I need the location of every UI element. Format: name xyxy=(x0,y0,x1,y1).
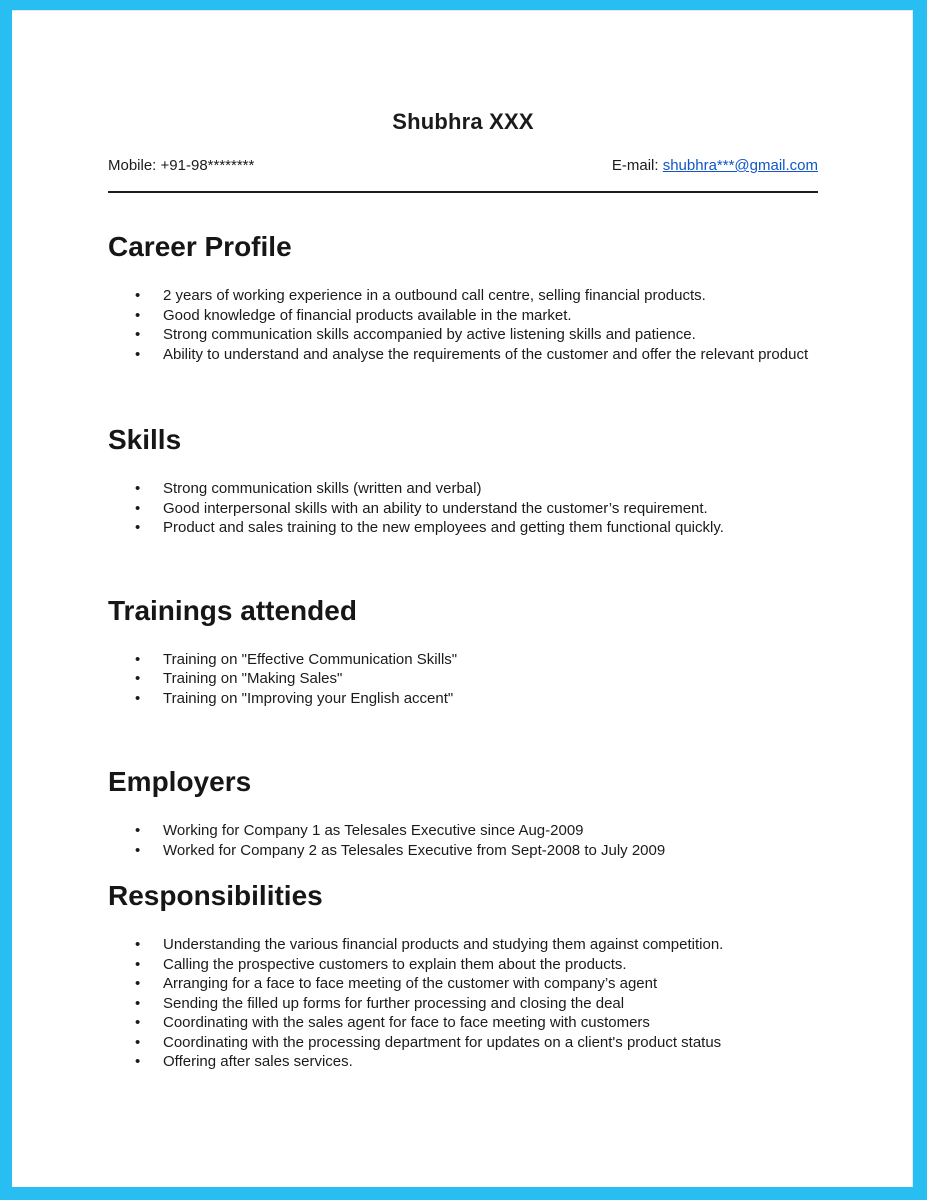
bullet-item xyxy=(135,669,818,689)
bullet-text: Working for Company 1 as Telesales Executive since Aug-2009 xyxy=(163,822,584,839)
bullet-text: Offering after sales services. xyxy=(163,1053,353,1070)
bullet-item xyxy=(135,345,818,365)
bullet-item xyxy=(135,821,818,841)
mobile-contact xyxy=(108,156,254,175)
bullet-text: Coordinating with the processing department for updates on a client's product status xyxy=(163,1033,722,1051)
bullet-list xyxy=(108,286,818,364)
resume-section xyxy=(108,595,818,709)
email-contact xyxy=(612,156,818,175)
resume-page xyxy=(12,10,913,1187)
bullet-list xyxy=(108,821,818,860)
section-title: Career Profile xyxy=(108,231,292,262)
bullet-item xyxy=(135,325,818,345)
email-label: E-mail: xyxy=(611,157,659,174)
bullet-item xyxy=(135,689,818,709)
bullet-text: 2 years of working experience in a outbound call centre, selling financial products. xyxy=(163,287,706,304)
bullet-item xyxy=(135,286,818,306)
contact-row xyxy=(108,156,818,175)
page-title: Shubhra XXX xyxy=(392,109,534,134)
bullet-list xyxy=(108,650,818,709)
bullet-text: Worked for Company 2 as Telesales Executive from Sept-2008 to July 2009 xyxy=(163,841,666,859)
bullet-item xyxy=(135,1013,818,1033)
bullet-text: Calling the prospective customers to explain them about the products. xyxy=(163,955,627,973)
bullet-text: Coordinating with the sales agent for face to face meeting with customers xyxy=(163,1014,650,1031)
email-link[interactable]: shubhra***@gmail.com xyxy=(662,157,818,174)
resume-section xyxy=(108,766,818,860)
resume-content xyxy=(108,10,818,1072)
bullet-item xyxy=(135,1052,818,1072)
bullet-item xyxy=(135,1033,818,1053)
resume-section xyxy=(108,231,818,364)
bullet-item xyxy=(135,650,818,670)
header-divider xyxy=(108,191,818,193)
bullet-text: Strong communication skills (written and verbal) xyxy=(163,480,482,497)
section-title: Trainings attended xyxy=(108,594,357,626)
bullet-text: Training on "Improving your English accent" xyxy=(163,689,454,707)
bullet-text: Product and sales training to the new employees and getting them functional quickly. xyxy=(163,519,724,536)
bullet-text: Good knowledge of financial products available in the market. xyxy=(163,306,572,324)
bullet-item xyxy=(135,479,818,499)
bullet-list xyxy=(108,479,818,538)
bullet-item xyxy=(135,306,818,326)
mobile-value: +91-98******** xyxy=(160,157,255,174)
bullet-item xyxy=(135,955,818,975)
bullet-text: Training on "Effective Communication Skills" xyxy=(163,650,458,668)
bullet-list xyxy=(108,935,818,1072)
bullet-text: Training on "Making Sales" xyxy=(163,670,343,687)
sections-container xyxy=(108,231,818,1072)
section-title: Skills xyxy=(108,424,182,455)
bullet-item xyxy=(135,935,818,955)
bullet-text: Understanding the various financial products and studying them against competition. xyxy=(163,936,724,953)
resume-section xyxy=(108,424,818,538)
resume-section xyxy=(108,880,818,1072)
bullet-text: Ability to understand and analyse the requirements of the customer and offer the relevant product xyxy=(163,345,809,363)
bullet-text: Arranging for a face to face meeting of the customer with company’s agent xyxy=(163,975,658,992)
bullet-text: Good interpersonal skills with an ability to understand the customer’s requirement. xyxy=(163,499,708,517)
section-title: Responsibilities xyxy=(108,880,323,911)
bullet-text: Strong communication skills accompanied by active listening skills and patience. xyxy=(163,326,696,343)
bullet-item xyxy=(135,499,818,519)
bullet-text: Sending the filled up forms for further processing and closing the deal xyxy=(163,994,625,1012)
bullet-item xyxy=(135,518,818,538)
mobile-label: Mobile: xyxy=(108,157,157,174)
bullet-item xyxy=(135,994,818,1014)
bullet-item xyxy=(135,841,818,861)
section-title: Employers xyxy=(108,766,252,797)
bullet-item xyxy=(135,974,818,994)
